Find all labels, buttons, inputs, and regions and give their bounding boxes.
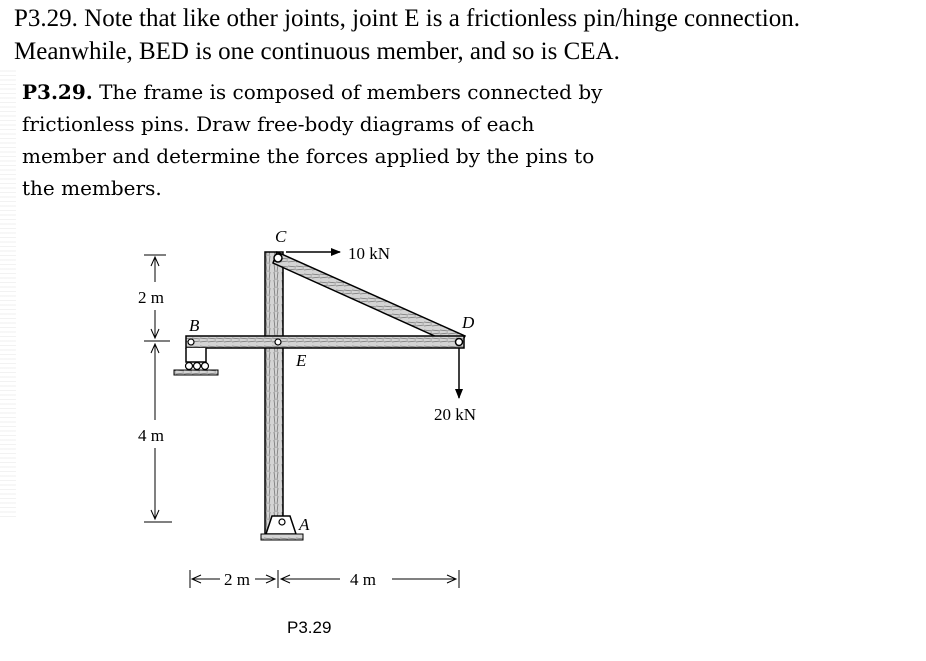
label-b: B (189, 316, 200, 335)
dim-top-label: 2 m (138, 288, 164, 307)
member-cd (273, 252, 465, 347)
member-bed (186, 336, 464, 348)
dim-bottom-label: 4 m (138, 426, 164, 445)
pin-c (274, 254, 282, 262)
note-line-2: Meanwhile, BED is one continuous member, and so is CEA. (14, 38, 620, 65)
label-a: A (299, 515, 310, 534)
label-e: E (296, 351, 307, 370)
pin-e (275, 339, 281, 345)
load-label-horizontal: 10 kN (348, 244, 391, 263)
problem-number: P3.29. (22, 80, 93, 104)
member-cea (265, 252, 283, 535)
dim-left-label: 2 m (224, 570, 250, 589)
figure-caption: P3.29 (287, 618, 332, 637)
dim-right-label: 4 m (350, 570, 376, 589)
note-line-1: P3.29. Note that like other joints, joint E is a frictionless pin/hinge connection. (14, 5, 800, 32)
problem-text: The frame is composed of members connected by frictionless pins. Draw free-body diagrams of each member and determine the forces applied by the pins to the members. (22, 80, 603, 200)
load-label-vertical: 20 kN (434, 405, 477, 424)
label-c: C (275, 227, 287, 246)
label-d: D (462, 313, 475, 332)
pin-d (456, 339, 463, 346)
